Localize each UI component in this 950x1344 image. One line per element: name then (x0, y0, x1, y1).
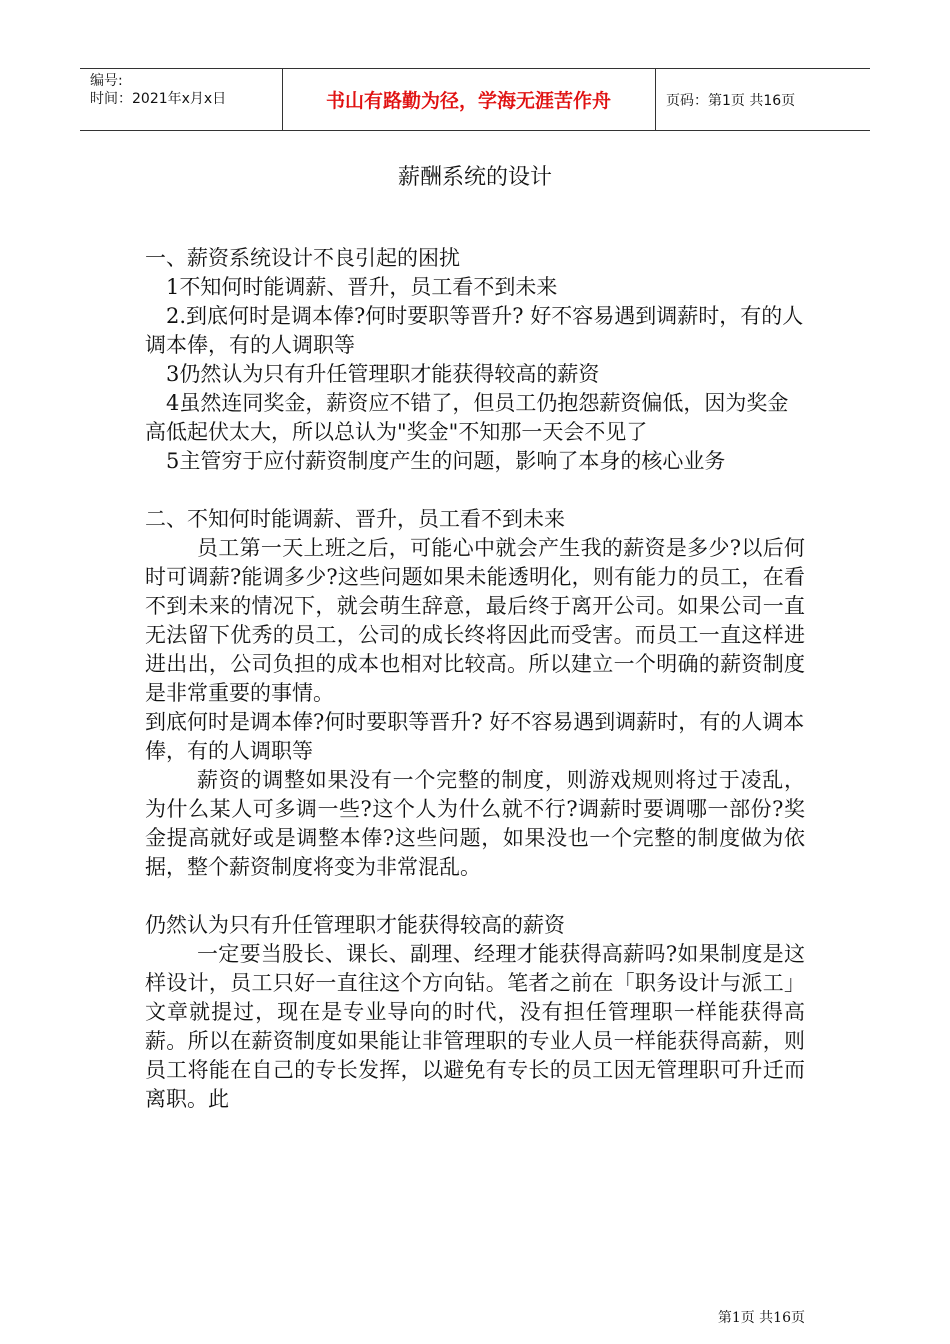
spacer (145, 476, 805, 505)
list-item: 4虽然连同奖金，薪资应不错了，但员工仍抱怨薪资偏低，因为奖金高低起伏太大，所以总认为"奖金"不知那一天会不见了 (145, 391, 789, 444)
body-paragraph: 薪资的调整如果没有一个完整的制度，则游戏规则将过于凌乱，为什么某人可多调一些?这个人为什么就不行?调薪时要调哪一部份?奖金提高就好或是调整本俸?这些问题，如果没也一个完整的制度做为依据，整个薪资制度将变为非常混乱。 (145, 768, 805, 879)
body-paragraph: 一定要当股长、课长、副理、经理才能获得高薪吗?如果制度是这样设计，员工只好一直往这个方向钻。笔者之前在「职务设计与派工」文章就提过，现在是专业导向的时代，没有担任管理职一样能获得高薪。所以在薪资制度如果能让非管理职的专业人员一样能获得高薪，则员工将能在自己的专长发挥，以避免有专长的员工因无管理职可升迁而离职。此 (145, 942, 805, 1111)
list-item: 5主管穷于应付薪资制度产生的问题，影响了本身的核心业务 (166, 449, 726, 473)
page-footer: 第1页 共16页 (717, 1310, 805, 1326)
header-page-info: 页码：第1页 共16页 (666, 92, 796, 109)
header-meta-cell (80, 69, 283, 130)
number-label: 编号: (90, 73, 123, 89)
body-paragraph: 员工第一天上班之后，可能心中就会产生我的薪资是多少?以后何时可调薪?能调多少?这些问题如果未能透明化，则有能力的员工，在看不到未来的情况下，就会萌生辞意，最后终于离开公司。如果公司一直无法留下优秀的员工，公司的成长终将因此而受害。而员工一直这样进进出出，公司负担的成本也相对比较高。所以建立一个明确的薪资制度是非常重要的事情。 (145, 536, 805, 705)
subheading: 仍然认为只有升任管理职才能获得较高的薪资 (145, 913, 565, 937)
list-item: 1不知何时能调薪、晋升，员工看不到未来 (166, 275, 558, 299)
header-motto: 书山有路勤为径，学海无涯苦作舟 (282, 69, 656, 130)
document-body (145, 244, 805, 1114)
header-table (80, 68, 870, 131)
section-heading: 二、不知何时能调薪、晋升，员工看不到未来 (145, 507, 565, 531)
time-label: 时间：2021年x月x日 (90, 91, 227, 107)
list-item: 3仍然认为只有升任管理职才能获得较高的薪资 (166, 362, 600, 386)
list-item: 2.到底何时是调本俸?何时要职等晋升? 好不容易遇到调薪时，有的人调本俸，有的人调职等 (145, 304, 804, 357)
spacer (145, 882, 805, 911)
section-heading: 一、薪资系统设计不良引起的困扰 (145, 246, 460, 270)
subheading: 到底何时是调本俸?何时要职等晋升? 好不容易遇到调薪时，有的人调本俸，有的人调职等 (145, 710, 805, 763)
document-title: 薪酬系统的设计 (397, 165, 552, 190)
